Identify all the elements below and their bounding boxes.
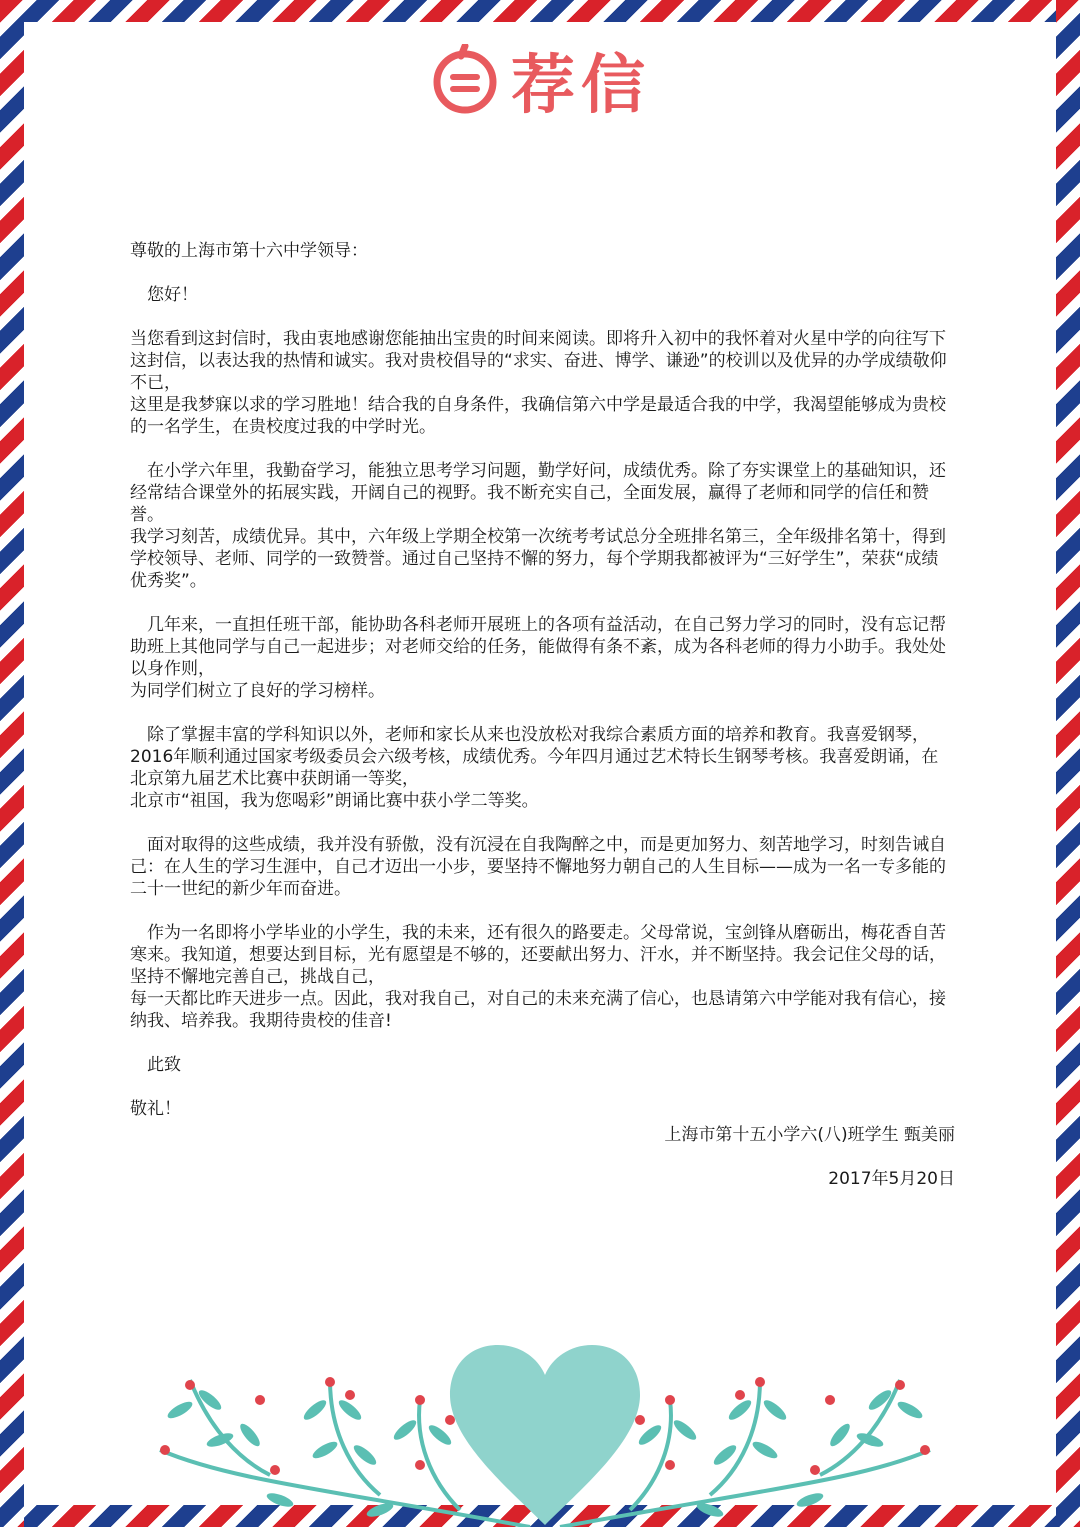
letter-body (130, 240, 955, 1190)
leaf-cluster-right (636, 1387, 925, 1519)
airmail-border-left (0, 0, 24, 1527)
paragraph: 面对取得的这些成绩，我并没有骄傲，没有沉浸在自我陶醉之中，而是更加努力、刻苦地学习，时刻告诫自己：在人生的学习生涯中，自己才迈出一小步，要坚持不懈地努力朝自己的人生目标——成为一名一专多能的二十一世纪的新少年而奋进。 (130, 835, 946, 899)
leaf-cluster-left (165, 1387, 454, 1519)
page-title (0, 30, 1080, 130)
signature: 上海市第十五小学六(八)班学生 甄美丽 (664, 1125, 955, 1145)
regards: 敬礼！ (130, 1099, 181, 1119)
paragraph: 除了掌握丰富的学科知识以外，老师和家长从来也没放松对我综合素质方面的培养和教育。我喜爱钢琴，2016年顺利通过国家考级委员会六级考核，成绩优秀。今年四月通过艺术特长生钢琴考核。我喜爱朗诵，在北京第九届艺术比赛中获朗诵一等奖， (130, 725, 939, 789)
closing: 此致 (147, 1055, 181, 1075)
title-text: 荐信 (511, 49, 651, 123)
salutation: 尊敬的上海市第十六中学领导： (130, 241, 368, 261)
heart-icon (450, 1345, 640, 1525)
paragraph: 我学习刻苦，成绩优异。其中，六年级上学期全校第一次统考考试总分全班排名第三，全年级排名第十，得到学校领导、老师、同学的一致赞誉。通过自己坚持不懈的努力，每个学期我都被评为“三好学生”，荣获“成绩优秀奖”。 (130, 527, 946, 591)
paragraph: 在小学六年里，我勤奋学习，能独立思考学习问题，勤学好问，成绩优秀。除了夯实课堂上的基础知识，还经常结合课堂外的拓展实践，开阔自己的视野。我不断充实自己，全面发展，赢得了老师和同学的信任和赞誉。 (130, 461, 946, 525)
paragraph: 作为一名即将小学毕业的小学生，我的未来，还有很久的路要走。父母常说，宝剑锋从磨砺出，梅花香自苦寒来。我知道，想要达到目标，光有愿望是不够的，还要献出努力、汗水，并不断坚持。我会记住父母的话，坚持不懈地完善自己，挑战自己， (130, 923, 946, 987)
paragraph: 几年来，一直担任班干部，能协助各科老师开展班上的各项有益活动，在自己努力学习的同时，没有忘记帮助班上其他同学与自己一起进步；对老师交给的任务，能做得有条不紊，成为各科老师的得力小助手。我处处以身作则， (130, 615, 946, 679)
airmail-border-right (1056, 0, 1080, 1527)
letter-date: 2017年5月20日 (828, 1169, 955, 1189)
paragraph: 每一天都比昨天进步一点。因此，我对我自己，对自己的未来充满了信心，也恳请第六中学能对我有信心，接纳我、培养我。我期待贵校的佳音! (130, 989, 946, 1031)
paragraph: 这里是我梦寐以求的学习胜地！结合我的自身条件，我确信第六中学是最适合我的中学，我渴望能够成为贵校的一名学生，在贵校度过我的中学时光。 (130, 395, 946, 437)
greeting: 您好！ (147, 285, 198, 305)
title-circle-icon (429, 44, 501, 116)
floral-decoration (150, 1340, 940, 1527)
paragraph: 当您看到这封信时，我由衷地感谢您能抽出宝贵的时间来阅读。即将升入初中的我怀着对火星中学的向往写下这封信，以表达我的热情和诚实。我对贵校倡导的“求实、奋进、博学、谦逊”的校训以及优异的办学成绩敬仰不已， (130, 329, 947, 393)
airmail-border-top (0, 0, 1080, 22)
paragraph: 为同学们树立了良好的学习榜样。 (130, 681, 385, 701)
paragraph: 北京市“祖国，我为您喝彩”朗诵比赛中获小学二等奖。 (130, 791, 539, 811)
